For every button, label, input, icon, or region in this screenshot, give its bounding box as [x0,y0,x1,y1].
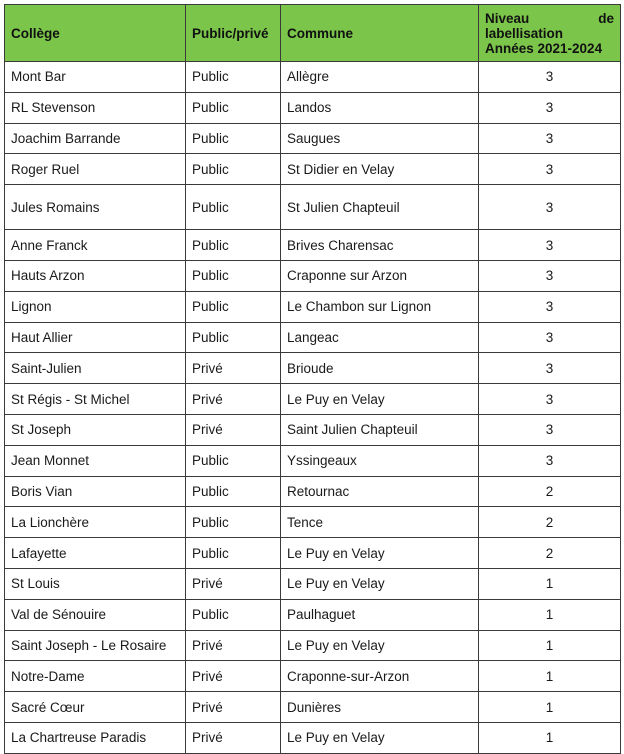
college-cell: Haut Allier [5,322,186,353]
commune-cell: St Didier en Velay [281,154,479,185]
college-cell: Lafayette [5,538,186,569]
table-row [5,476,621,507]
commune-cell: Brives Charensac [281,230,479,261]
table-row [5,92,621,123]
table-row [5,291,621,322]
college-cell: Lignon [5,291,186,322]
status-cell: Privé [186,630,281,661]
commune-cell: Dunières [281,692,479,723]
header-level-word1: Niveau [485,10,530,26]
level-cell: 3 [479,123,621,154]
table-row [5,353,621,384]
college-cell: Sacré Cœur [5,692,186,723]
commune-cell: Le Puy en Velay [281,630,479,661]
college-cell: Boris Vian [5,476,186,507]
college-cell: Joachim Barrande [5,123,186,154]
status-cell: Privé [186,414,281,445]
status-cell: Privé [186,353,281,384]
header-row [5,5,621,62]
commune-cell: Le Puy en Velay [281,568,479,599]
college-cell: Saint-Julien [5,353,186,384]
header-commune: Commune [281,5,479,62]
level-cell: 3 [479,445,621,476]
commune-cell: Le Puy en Velay [281,722,479,753]
level-cell: 3 [479,154,621,185]
table-row [5,322,621,353]
commune-cell: Le Puy en Velay [281,538,479,569]
status-cell: Public [186,291,281,322]
college-cell: St Régis - St Michel [5,384,186,415]
college-cell: St Louis [5,568,186,599]
status-cell: Public [186,62,281,93]
status-cell: Privé [186,722,281,753]
header-level-line3: Années 2021-2024 [485,40,603,56]
commune-cell: Landos [281,92,479,123]
status-cell: Public [186,230,281,261]
level-cell: 3 [479,353,621,384]
level-cell: 1 [479,599,621,630]
college-cell: Roger Ruel [5,154,186,185]
level-cell: 3 [479,384,621,415]
table-row [5,230,621,261]
header-level-line2: labellisation [485,25,564,41]
status-cell: Public [186,476,281,507]
status-cell: Privé [186,692,281,723]
status-cell: Public [186,599,281,630]
level-cell: 3 [479,322,621,353]
table-row [5,123,621,154]
status-cell: Public [186,507,281,538]
level-cell: 1 [479,630,621,661]
level-cell: 1 [479,661,621,692]
college-cell: Val de Sénouire [5,599,186,630]
level-cell: 3 [479,260,621,291]
table-row [5,599,621,630]
college-cell: Jean Monnet [5,445,186,476]
table-header [5,5,621,62]
table-row [5,384,621,415]
level-cell: 2 [479,476,621,507]
status-cell: Public [186,538,281,569]
table-row [5,538,621,569]
status-cell: Public [186,123,281,154]
college-cell: Anne Franck [5,230,186,261]
commune-cell: Le Chambon sur Lignon [281,291,479,322]
level-cell: 2 [479,538,621,569]
header-level-word2: de [598,10,614,26]
status-cell: Public [186,445,281,476]
college-cell: Notre-Dame [5,661,186,692]
table-row [5,260,621,291]
header-level [479,5,621,62]
commune-cell: St Julien Chapteuil [281,185,479,230]
college-cell: La Lionchère [5,507,186,538]
status-cell: Privé [186,568,281,599]
level-cell: 3 [479,62,621,93]
labellisation-table [4,4,621,754]
college-cell: Mont Bar [5,62,186,93]
table-row [5,722,621,753]
status-cell: Privé [186,384,281,415]
college-cell: La Chartreuse Paradis [5,722,186,753]
commune-cell: Brioude [281,353,479,384]
table-body [5,62,621,754]
status-cell: Public [186,154,281,185]
commune-cell: Craponne-sur-Arzon [281,661,479,692]
level-cell: 2 [479,507,621,538]
header-college: Collège [5,5,186,62]
commune-cell: Craponne sur Arzon [281,260,479,291]
commune-cell: Allègre [281,62,479,93]
table-row [5,630,621,661]
college-cell: Hauts Arzon [5,260,186,291]
commune-cell: Langeac [281,322,479,353]
level-cell: 3 [479,414,621,445]
level-cell: 3 [479,230,621,261]
college-cell: Saint Joseph - Le Rosaire [5,630,186,661]
header-level-line1 [485,11,614,26]
college-cell: RL Stevenson [5,92,186,123]
table-row [5,62,621,93]
level-cell: 3 [479,185,621,230]
table-row [5,445,621,476]
commune-cell: Paulhaguet [281,599,479,630]
level-cell: 3 [479,92,621,123]
commune-cell: Yssingeaux [281,445,479,476]
level-cell: 1 [479,568,621,599]
table-row [5,414,621,445]
table-row [5,185,621,230]
level-cell: 1 [479,692,621,723]
status-cell: Public [186,260,281,291]
table-row [5,568,621,599]
status-cell: Public [186,322,281,353]
status-cell: Privé [186,661,281,692]
commune-cell: Retournac [281,476,479,507]
level-cell: 1 [479,722,621,753]
status-cell: Public [186,185,281,230]
college-cell: Jules Romains [5,185,186,230]
table-row [5,692,621,723]
header-status: Public/privé [186,5,281,62]
table-row [5,507,621,538]
commune-cell: Saint Julien Chapteuil [281,414,479,445]
commune-cell: Tence [281,507,479,538]
level-cell: 3 [479,291,621,322]
table-row [5,154,621,185]
commune-cell: Saugues [281,123,479,154]
college-cell: St Joseph [5,414,186,445]
status-cell: Public [186,92,281,123]
table-row [5,661,621,692]
commune-cell: Le Puy en Velay [281,384,479,415]
